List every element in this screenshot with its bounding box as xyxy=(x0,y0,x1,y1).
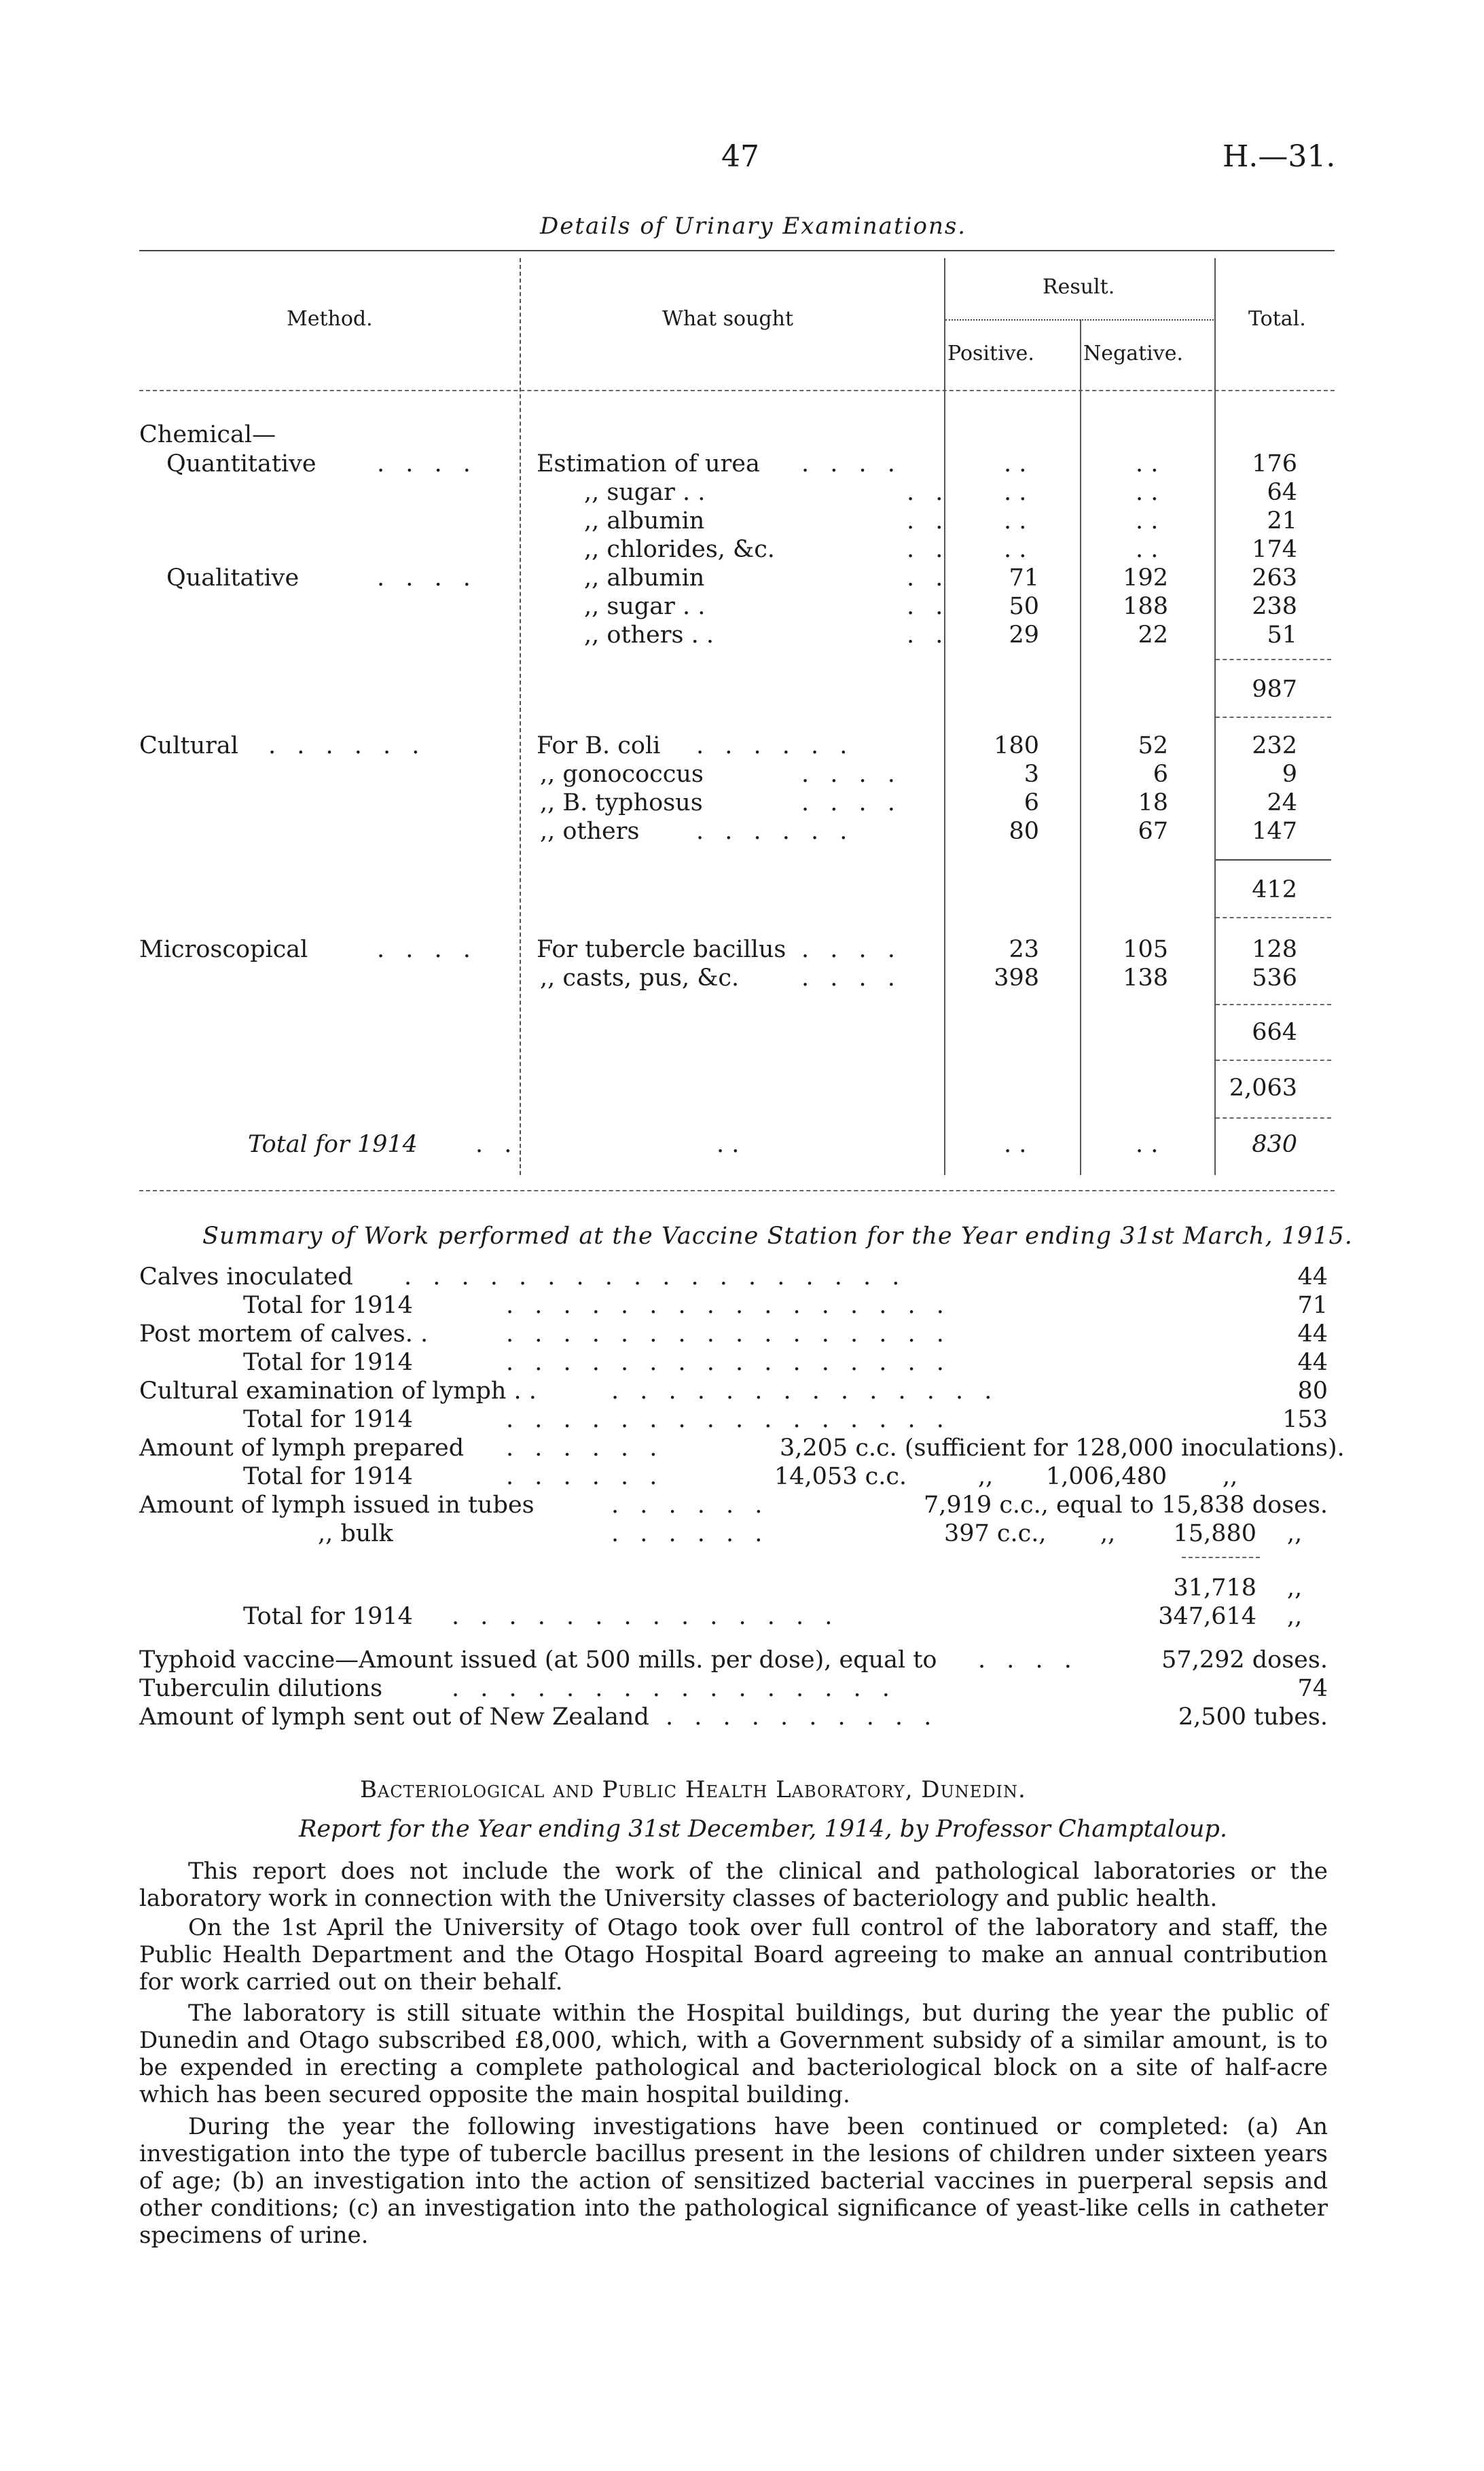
dots: . . . . . . . . . . . . . . . . . . xyxy=(404,1263,907,1291)
total-cell: 128 xyxy=(1252,936,1297,963)
negative-cell: 6 xyxy=(1153,761,1168,788)
report-paragraph: This report does not include the work of the clinical and pathological laboratories or the laboratory work in connection with the University classes of bacteriology and public health. xyxy=(139,1858,1328,1912)
ditto-mark: ,, xyxy=(1287,1574,1303,1602)
section-heading: Bacteriological and Public Health Laboratory, Dunedin. xyxy=(360,1776,1026,1803)
positive-cell: 3 xyxy=(1024,761,1039,788)
dots: . . . . xyxy=(801,936,902,963)
total-1914-label: Total for 1914 xyxy=(248,1131,418,1158)
total-cell: 238 xyxy=(1252,593,1297,620)
dots: . . . . . . . . . . . . . . . . xyxy=(506,1406,951,1433)
lymph-issued-bulk-label: ,, bulk xyxy=(318,1520,393,1547)
negative-cell: . . xyxy=(1136,507,1159,535)
total-cell: 64 xyxy=(1267,479,1297,506)
col-what-sought: What sought xyxy=(662,307,793,331)
vaccine-line-value: 153 xyxy=(1282,1406,1328,1433)
vaccine-line-label: Calves inoculated xyxy=(139,1263,353,1291)
vaccine-line-value: 44 xyxy=(1297,1263,1328,1291)
dots: . . . . xyxy=(377,450,477,477)
negative-cell: . . xyxy=(1136,450,1159,477)
table-top-rule xyxy=(139,250,1335,251)
total-cell: 24 xyxy=(1267,789,1297,816)
divider-negative xyxy=(1080,319,1081,1175)
col-total: Total. xyxy=(1248,307,1306,331)
dots: . . . . xyxy=(801,789,902,816)
dots: . . . . . . . . . . . . . . . . xyxy=(506,1292,951,1319)
method-microscopical: Microscopical xyxy=(139,936,308,963)
total-1914-value: 830 xyxy=(1252,1131,1297,1158)
total-cell: 51 xyxy=(1267,621,1297,649)
positive-cell: . . xyxy=(1004,507,1027,535)
negative-cell: 138 xyxy=(1123,964,1168,992)
subtotal-rule xyxy=(1216,859,1331,861)
subtotal-rule xyxy=(1216,659,1331,660)
subtotal-rule xyxy=(1216,1004,1331,1005)
dots: . . . . . . xyxy=(268,732,427,759)
grand-total: 2,063 xyxy=(1229,1075,1297,1102)
lymph-prepared-1914-value: 14,053 c.c. xyxy=(774,1463,907,1490)
method-quantitative: Quantitative xyxy=(166,450,316,477)
page-number: 47 xyxy=(721,139,759,174)
vaccine-line-value: 71 xyxy=(1297,1292,1328,1319)
dots: . . xyxy=(907,536,950,563)
section-subheading: Report for the Year ending 31st December, 1914, by Professor Champtaloup. xyxy=(299,1816,1227,1843)
doses-sum-rule xyxy=(1182,1557,1260,1558)
tuberculin-value: 74 xyxy=(1297,1675,1328,1702)
total-cell: 536 xyxy=(1252,964,1297,992)
method-chemical: Chemical— xyxy=(139,421,276,448)
sought-others: ,, others . . xyxy=(584,621,714,649)
dots: . . . . . . . . . . . . . . xyxy=(611,1377,999,1405)
sought-urea: Estimation of urea xyxy=(537,450,760,477)
dots: . . . . . . . . . . . . . . xyxy=(452,1603,839,1630)
dots: . . . . . . . . . . . . . . . . xyxy=(452,1675,897,1702)
lymph-prepared-label: Amount of lymph prepared xyxy=(139,1435,465,1462)
doses-1914-label: Total for 1914 xyxy=(243,1603,413,1630)
positive-cell: 80 xyxy=(1009,818,1039,845)
doses-1914-value: 347,614 xyxy=(1158,1603,1256,1630)
total-cell: 174 xyxy=(1252,536,1297,563)
negative-cell: 18 xyxy=(1138,789,1168,816)
subtotal-rule xyxy=(1216,1060,1331,1061)
tuberculin-label: Tuberculin dilutions xyxy=(139,1675,383,1702)
sought-cell: . . xyxy=(717,1131,740,1158)
positive-cell: 23 xyxy=(1009,936,1039,963)
lymph-prepared-1914-label: Total for 1914 xyxy=(243,1463,413,1490)
document-code: H.—31. xyxy=(1223,139,1336,174)
total-cell: 9 xyxy=(1282,761,1297,788)
col-positive: Positive. xyxy=(947,342,1034,365)
lymph-prepared-1914-inoculations: 1,006,480 xyxy=(1046,1463,1168,1490)
typhoid-value: 57,292 doses. xyxy=(1161,1646,1328,1674)
dots: . . . . xyxy=(377,936,477,963)
total-cell: 176 xyxy=(1252,450,1297,477)
lymph-issued-bulk-value: 397 c.c., xyxy=(944,1520,1047,1547)
method-qualitative: Qualitative xyxy=(166,564,300,592)
negative-cell: 22 xyxy=(1138,621,1168,649)
sought-sugar: ,, sugar . . xyxy=(584,479,706,506)
positive-cell: 50 xyxy=(1009,593,1039,620)
dots: . . . . . . . . . . . . . . . . xyxy=(506,1320,951,1348)
dots: . . . . . . xyxy=(696,818,854,845)
sought-b-coli: For B. coli xyxy=(537,732,661,759)
doses-total: 31,718 xyxy=(1173,1574,1256,1602)
dots: . . . . xyxy=(801,964,902,992)
sought-gonococcus: ,, gonococcus xyxy=(540,761,704,788)
col-result: Result. xyxy=(1043,275,1115,299)
ditto-mark: ,, xyxy=(1287,1603,1303,1630)
dots: . . . . . . . . . . xyxy=(666,1703,939,1731)
total-cell: 263 xyxy=(1252,564,1297,592)
positive-cell: . . xyxy=(1004,479,1027,506)
negative-cell: . . xyxy=(1136,1131,1159,1158)
positive-cell: 180 xyxy=(994,732,1039,759)
dots: . . . . xyxy=(801,450,902,477)
positive-cell: . . xyxy=(1004,536,1027,563)
dots: . . . . . . xyxy=(611,1492,770,1519)
dots: . . xyxy=(475,1131,519,1158)
sought-sugar: ,, sugar . . xyxy=(584,593,706,620)
sought-tubercle-bacillus: For tubercle bacillus xyxy=(537,936,786,963)
negative-cell: 188 xyxy=(1123,593,1168,620)
vaccine-line-label: Cultural examination of lymph . . xyxy=(139,1377,537,1405)
vaccine-line-label: Total for 1914 xyxy=(243,1406,413,1433)
report-paragraph: The laboratory is still situate within the Hospital buildings, but during the year the public of Dunedin and Otago subscribed £8,000, which, with a Government subsidy of a similar amount, is to be expended in erecting a complete pathological and bacteriological block on a site of half-acre which has been secured opposite the main hospital building. xyxy=(139,2000,1328,2108)
dots: . . . . . . xyxy=(611,1520,770,1547)
table-bottom-rule xyxy=(139,1190,1335,1191)
ditto-mark: ,, xyxy=(1223,1463,1238,1490)
vaccine-line-value: 44 xyxy=(1297,1349,1328,1376)
dots: . . xyxy=(907,479,950,506)
dots: . . xyxy=(907,621,950,649)
col-method: Method. xyxy=(287,307,373,331)
sought-albumin: ,, albumin xyxy=(584,507,705,535)
lymph-issued-tubes-value: 7,919 c.c., equal to 15,838 doses. xyxy=(924,1492,1328,1519)
vaccine-line-value: 80 xyxy=(1297,1377,1328,1405)
ditto-mark: ,, xyxy=(1100,1520,1116,1547)
dots: . . . . . . xyxy=(696,732,854,759)
lymph-nz-value: 2,500 tubes. xyxy=(1178,1703,1328,1731)
subtotal-rule xyxy=(1216,717,1331,718)
vaccine-line-label: Total for 1914 xyxy=(243,1292,413,1319)
dots: . . . . . . xyxy=(506,1463,664,1490)
positive-cell: . . xyxy=(1004,1131,1027,1158)
positive-cell: 6 xyxy=(1024,789,1039,816)
subtotal-microscopical: 664 xyxy=(1252,1019,1297,1046)
vaccine-line-value: 44 xyxy=(1297,1320,1328,1348)
total-cell: 232 xyxy=(1252,732,1297,759)
dots: . . . . xyxy=(377,564,477,592)
table-header-rule xyxy=(139,390,1335,391)
dots: . . xyxy=(907,507,950,535)
sought-albumin: ,, albumin xyxy=(584,564,705,592)
ditto-mark: ,, xyxy=(1287,1520,1303,1547)
positive-cell: . . xyxy=(1004,450,1027,477)
sought-others: ,, others xyxy=(540,818,640,845)
subtotal-rule xyxy=(1216,1117,1331,1119)
negative-cell: . . xyxy=(1136,479,1159,506)
report-paragraph: On the 1st April the University of Otago took over full control of the laboratory and staff, the Public Health Department and the Otago Hospital Board agreeing to make an annual contribution for work carried out on their behalf. xyxy=(139,1914,1328,1996)
divider-method xyxy=(520,258,521,1175)
sought-casts-pus: ,, casts, pus, &c. xyxy=(540,964,740,992)
vaccine-title: Summary of Work performed at the Vaccine Station for the Year ending 31st March, 1915. xyxy=(202,1223,1353,1250)
dots: . . xyxy=(907,593,950,620)
lymph-prepared-value: 3,205 c.c. (sufficient for 128,000 inoculations). xyxy=(780,1435,1345,1462)
positive-cell: 29 xyxy=(1009,621,1039,649)
negative-cell: 67 xyxy=(1138,818,1168,845)
positive-cell: 71 xyxy=(1009,564,1039,592)
subtotal-cultural: 412 xyxy=(1252,876,1297,903)
total-cell: 147 xyxy=(1252,818,1297,845)
total-cell: 21 xyxy=(1267,507,1297,535)
dots: . . . . xyxy=(801,761,902,788)
negative-cell: 105 xyxy=(1123,936,1168,963)
negative-cell: 52 xyxy=(1138,732,1168,759)
lymph-issued-bulk-doses: 15,880 xyxy=(1173,1520,1256,1547)
vaccine-line-label: Total for 1914 xyxy=(243,1349,413,1376)
negative-cell: . . xyxy=(1136,536,1159,563)
method-cultural: Cultural xyxy=(139,732,238,759)
dots: . . . . . . xyxy=(506,1435,664,1462)
subtotal-chemical: 987 xyxy=(1252,676,1297,703)
divider-positive xyxy=(944,258,945,1175)
col-negative: Negative. xyxy=(1083,342,1183,365)
sought-b-typhosus: ,, B. typhosus xyxy=(540,789,703,816)
lymph-nz-label: Amount of lymph sent out of New Zealand xyxy=(139,1703,649,1731)
negative-cell: 192 xyxy=(1123,564,1168,592)
ditto-mark: ,, xyxy=(978,1463,994,1490)
subtotal-rule xyxy=(1216,917,1331,918)
urinary-table-title: Details of Urinary Examinations. xyxy=(540,213,967,240)
dots: . . . . xyxy=(978,1646,1079,1674)
lymph-issued-tubes-label: Amount of lymph issued in tubes xyxy=(139,1492,535,1519)
typhoid-label: Typhoid vaccine—Amount issued (at 500 mills. per dose), equal to xyxy=(139,1646,937,1674)
vaccine-line-label: Post mortem of calves. . xyxy=(139,1320,429,1348)
sought-chlorides: ,, chlorides, &c. xyxy=(584,536,775,563)
positive-cell: 398 xyxy=(994,964,1039,992)
dots: . . xyxy=(907,564,950,592)
dots: . . . . . . . . . . . . . . . . xyxy=(506,1349,951,1376)
report-paragraph: During the year the following investigations have been continued or completed: (a) An investigation into the type of tubercle bacillus present in the lesions of children under sixteen years of age; (b) an investigation into the action of sensitized bacterial vaccines in puerperal sepsis and other conditions; (c) an investigation into the pathological significance of yeast-like cells in catheter specimens of urine. xyxy=(139,2113,1328,2249)
